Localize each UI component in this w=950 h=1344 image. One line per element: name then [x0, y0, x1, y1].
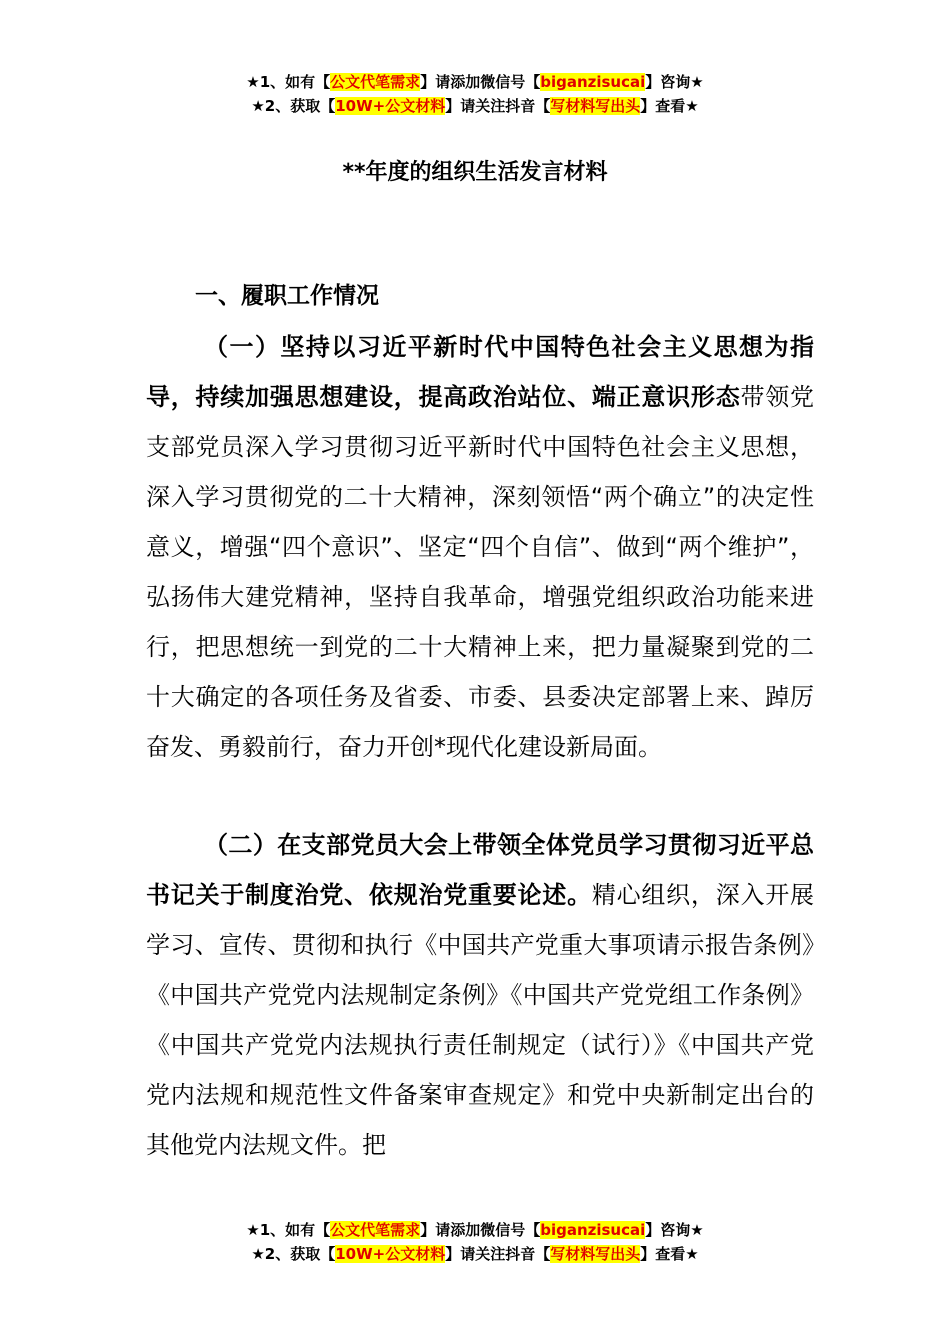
- banner-text: ★1、如有【: [246, 73, 331, 91]
- banner-line-2: [0, 1242, 950, 1266]
- banner-highlight: 写材料写出头: [550, 97, 641, 115]
- banner-text: 】咨询★: [645, 73, 704, 91]
- item-2-body: 精心组织，深入开展学习、宣传、贯彻和执行《中国共产党重大事项请示报告条例》《中国共产党党内法规制定条例》《中国共产党党组工作条例》《中国共产党党内法规执行责任制规定（试行）》《中国共产党党内法规和规范性文件备案审查规定》和党中央新制定出台的其他党内法规文件。把: [146, 881, 815, 1159]
- banner-text: 】请关注抖音【: [445, 1245, 551, 1263]
- banner-highlight: biganzisucai: [540, 73, 646, 91]
- banner-highlight: 10W+公文材料: [335, 1245, 446, 1263]
- banner-highlight: 写材料写出头: [550, 1245, 641, 1263]
- item-1-body: 带领党支部党员深入学习贯彻习近平新时代中国特色社会主义思想，深入学习贯彻党的二十大精神，深刻领悟“两个确立”的决定性意义，增强“四个意识”、坚定“四个自信”、做到“两个维护”，弘扬伟大建党精神，坚持自我革命，增强党组织政治功能来进行，把思想统一到党的二十大精神上来，把力量凝聚到党的二十大确定的各项任务及省委、市委、县委决定部署上来、踔厉奋发、勇毅前行，奋力开创*现代化建设新局面。: [146, 383, 815, 761]
- banner-line-2: [0, 94, 950, 118]
- document-title: **年度的组织生活发言材料: [342, 160, 608, 185]
- banner-highlight: 公文代笔需求: [330, 1221, 421, 1239]
- banner-text: 】查看★: [640, 97, 699, 115]
- banner-highlight: 10W+公文材料: [335, 97, 446, 115]
- header-banner: [0, 70, 950, 118]
- banner-line-1: [0, 70, 950, 94]
- banner-text: ★1、如有【: [246, 1221, 331, 1239]
- footer-banner: [0, 1218, 950, 1266]
- paragraph-item-2: [146, 820, 814, 1170]
- banner-text: 】请添加微信号【: [420, 73, 541, 91]
- banner-highlight: 公文代笔需求: [330, 73, 421, 91]
- banner-text: ★2、获取【: [251, 97, 336, 115]
- banner-highlight: biganzisucai: [540, 1221, 646, 1239]
- item-1-heading: （一）坚持以习近平新时代中国特色社会主义思想为指导，持续加强思想建设，提高政治站位、端正意识形态: [146, 333, 814, 411]
- banner-line-1: [0, 1218, 950, 1242]
- banner-text: 】请关注抖音【: [445, 97, 551, 115]
- banner-text: 】请添加微信号【: [420, 1221, 541, 1239]
- banner-text: 】查看★: [640, 1245, 699, 1263]
- banner-text: 】咨询★: [645, 1221, 704, 1239]
- paragraph-item-1: [146, 322, 814, 772]
- section-heading: 一、履职工作情况: [195, 283, 379, 309]
- banner-text: ★2、获取【: [251, 1245, 336, 1263]
- item-2-heading: （二）在支部党员大会上带领全体党员学习贯彻习近平总书记关于制度治党、依规治党重要论述。: [146, 831, 814, 909]
